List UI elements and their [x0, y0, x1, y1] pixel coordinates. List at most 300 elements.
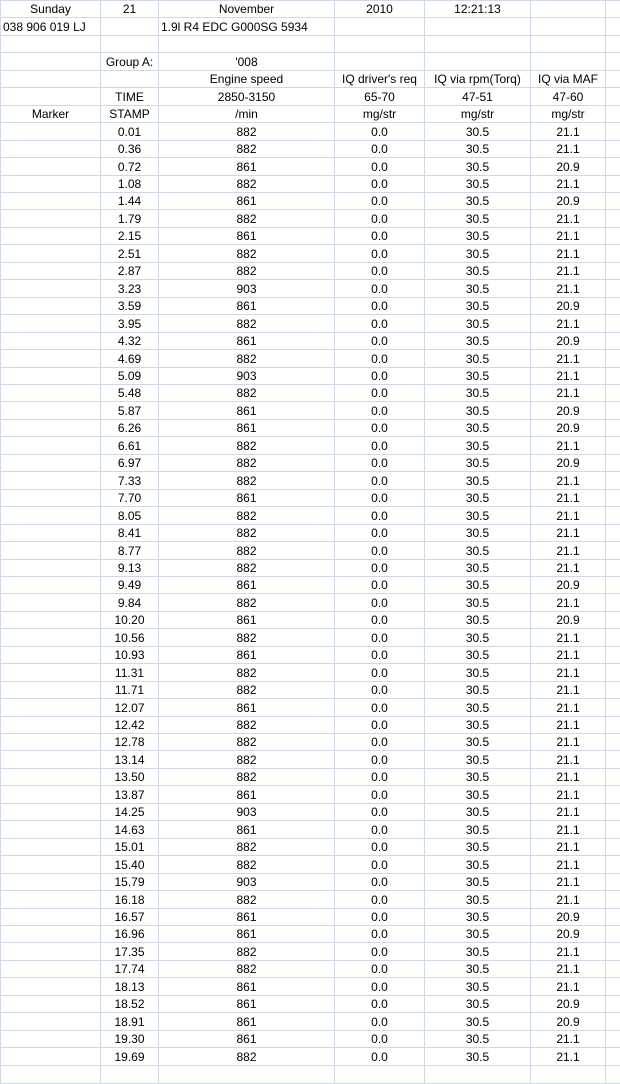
- iq-rpm-cell[interactable]: 30.5: [425, 210, 531, 227]
- engine-speed-cell[interactable]: 882: [159, 681, 335, 698]
- empty-cell[interactable]: [606, 53, 620, 70]
- engine-speed-cell[interactable]: 882: [159, 210, 335, 227]
- engine-speed-cell[interactable]: 861: [159, 419, 335, 436]
- iq-driver-req-cell[interactable]: 0.0: [335, 542, 425, 559]
- iq-maf-cell[interactable]: 20.9: [531, 297, 606, 314]
- marker-cell[interactable]: [1, 280, 101, 297]
- time-stamp-cell[interactable]: 9.49: [101, 576, 159, 593]
- engine-speed-cell[interactable]: 861: [159, 332, 335, 349]
- iq-rpm-cell[interactable]: 30.5: [425, 245, 531, 262]
- time-stamp-cell[interactable]: 6.97: [101, 454, 159, 471]
- empty-cell[interactable]: [606, 926, 620, 943]
- iq-rpm-cell[interactable]: 30.5: [425, 524, 531, 541]
- marker-cell[interactable]: [1, 454, 101, 471]
- empty-cell[interactable]: [606, 681, 620, 698]
- iq-rpm-cell[interactable]: 30.5: [425, 542, 531, 559]
- time-stamp-cell[interactable]: 18.13: [101, 978, 159, 995]
- empty-cell[interactable]: [606, 140, 620, 157]
- time-stamp-cell[interactable]: 14.63: [101, 821, 159, 838]
- engine-speed-cell[interactable]: 882: [159, 768, 335, 785]
- engine-speed-cell[interactable]: 861: [159, 978, 335, 995]
- time-label-cell[interactable]: TIME: [101, 88, 159, 105]
- empty-cell[interactable]: [606, 437, 620, 454]
- iq-maf-cell[interactable]: 21.1: [531, 437, 606, 454]
- engine-speed-spec[interactable]: 2850-3150: [159, 88, 335, 105]
- iq-maf-cell[interactable]: 21.1: [531, 489, 606, 506]
- iq-maf-unit[interactable]: mg/str: [531, 105, 606, 122]
- engine-speed-cell[interactable]: 861: [159, 402, 335, 419]
- marker-cell[interactable]: [1, 245, 101, 262]
- iq-driver-req-header[interactable]: IQ driver's req: [335, 70, 425, 87]
- iq-maf-cell[interactable]: 20.9: [531, 402, 606, 419]
- iq-maf-cell[interactable]: 21.1: [531, 734, 606, 751]
- iq-driver-req-cell[interactable]: 0.0: [335, 454, 425, 471]
- iq-rpm-cell[interactable]: 30.5: [425, 227, 531, 244]
- iq-maf-cell[interactable]: 21.1: [531, 1030, 606, 1047]
- iq-maf-cell[interactable]: 21.1: [531, 559, 606, 576]
- engine-speed-cell[interactable]: 882: [159, 507, 335, 524]
- engine-speed-cell[interactable]: 882: [159, 454, 335, 471]
- empty-cell[interactable]: [606, 210, 620, 227]
- time-stamp-cell[interactable]: 1.08: [101, 175, 159, 192]
- empty-cell[interactable]: [606, 786, 620, 803]
- marker-cell[interactable]: [1, 646, 101, 663]
- iq-driver-req-cell[interactable]: 0.0: [335, 995, 425, 1012]
- marker-cell[interactable]: [1, 489, 101, 506]
- iq-maf-cell[interactable]: 21.1: [531, 856, 606, 873]
- iq-driver-req-cell[interactable]: 0.0: [335, 1030, 425, 1047]
- marker-cell[interactable]: [1, 786, 101, 803]
- iq-maf-cell[interactable]: 21.1: [531, 978, 606, 995]
- time-stamp-cell[interactable]: 16.18: [101, 891, 159, 908]
- engine-speed-cell[interactable]: 861: [159, 995, 335, 1012]
- time-stamp-cell[interactable]: 9.13: [101, 559, 159, 576]
- engine-speed-cell[interactable]: 882: [159, 559, 335, 576]
- marker-cell[interactable]: [1, 908, 101, 925]
- marker-cell[interactable]: [1, 437, 101, 454]
- time-stamp-cell[interactable]: 17.74: [101, 960, 159, 977]
- empty-cell[interactable]: [606, 192, 620, 209]
- engine-speed-cell[interactable]: 903: [159, 280, 335, 297]
- time-stamp-cell[interactable]: 8.05: [101, 507, 159, 524]
- iq-maf-cell[interactable]: 20.9: [531, 908, 606, 925]
- iq-rpm-cell[interactable]: 30.5: [425, 140, 531, 157]
- iq-rpm-cell[interactable]: 30.5: [425, 978, 531, 995]
- marker-cell[interactable]: [1, 542, 101, 559]
- time-stamp-cell[interactable]: 3.59: [101, 297, 159, 314]
- time-stamp-cell[interactable]: 7.33: [101, 472, 159, 489]
- empty-cell[interactable]: [531, 1065, 606, 1083]
- iq-driver-req-cell[interactable]: 0.0: [335, 297, 425, 314]
- iq-maf-cell[interactable]: 20.9: [531, 1013, 606, 1030]
- marker-cell[interactable]: [1, 419, 101, 436]
- marker-cell[interactable]: [1, 227, 101, 244]
- time-stamp-cell[interactable]: 13.50: [101, 768, 159, 785]
- iq-maf-cell[interactable]: 21.1: [531, 542, 606, 559]
- empty-cell[interactable]: [606, 803, 620, 820]
- iq-driver-req-cell[interactable]: 0.0: [335, 559, 425, 576]
- marker-cell[interactable]: [1, 594, 101, 611]
- marker-cell[interactable]: [1, 856, 101, 873]
- iq-rpm-cell[interactable]: 30.5: [425, 856, 531, 873]
- empty-cell[interactable]: [606, 699, 620, 716]
- marker-cell[interactable]: [1, 1030, 101, 1047]
- iq-maf-cell[interactable]: 21.1: [531, 315, 606, 332]
- empty-cell[interactable]: [101, 1065, 159, 1083]
- time-stamp-cell[interactable]: 13.87: [101, 786, 159, 803]
- iq-rpm-cell[interactable]: 30.5: [425, 995, 531, 1012]
- iq-maf-cell[interactable]: 21.1: [531, 367, 606, 384]
- iq-rpm-cell[interactable]: 30.5: [425, 664, 531, 681]
- date-cell[interactable]: 21: [101, 1, 159, 18]
- iq-rpm-cell[interactable]: 30.5: [425, 158, 531, 175]
- iq-maf-cell[interactable]: 21.1: [531, 751, 606, 768]
- empty-cell[interactable]: [606, 891, 620, 908]
- iq-maf-header[interactable]: IQ via MAF: [531, 70, 606, 87]
- iq-driver-req-cell[interactable]: 0.0: [335, 419, 425, 436]
- empty-cell[interactable]: [425, 35, 531, 52]
- iq-maf-spec[interactable]: 47-60: [531, 88, 606, 105]
- engine-speed-cell[interactable]: 882: [159, 140, 335, 157]
- empty-cell[interactable]: [425, 53, 531, 70]
- time-stamp-cell[interactable]: 8.41: [101, 524, 159, 541]
- engine-speed-header[interactable]: Engine speed: [159, 70, 335, 87]
- time-stamp-cell[interactable]: 12.07: [101, 699, 159, 716]
- marker-cell[interactable]: [1, 978, 101, 995]
- iq-maf-cell[interactable]: 21.1: [531, 123, 606, 140]
- engine-speed-cell[interactable]: 882: [159, 245, 335, 262]
- iq-driver-req-cell[interactable]: 0.0: [335, 472, 425, 489]
- iq-driver-req-cell[interactable]: 0.0: [335, 926, 425, 943]
- time-stamp-cell[interactable]: 15.79: [101, 873, 159, 890]
- empty-cell[interactable]: [1, 35, 101, 52]
- empty-cell[interactable]: [335, 53, 425, 70]
- iq-driver-req-cell[interactable]: 0.0: [335, 873, 425, 890]
- engine-speed-cell[interactable]: 861: [159, 646, 335, 663]
- iq-driver-req-cell[interactable]: 0.0: [335, 402, 425, 419]
- empty-cell[interactable]: [101, 70, 159, 87]
- iq-maf-cell[interactable]: 20.9: [531, 192, 606, 209]
- empty-cell[interactable]: [606, 716, 620, 733]
- marker-cell[interactable]: [1, 611, 101, 628]
- empty-cell[interactable]: [335, 35, 425, 52]
- iq-maf-cell[interactable]: 20.9: [531, 926, 606, 943]
- engine-speed-unit[interactable]: /min: [159, 105, 335, 122]
- iq-rpm-cell[interactable]: 30.5: [425, 891, 531, 908]
- iq-driver-req-cell[interactable]: 0.0: [335, 192, 425, 209]
- iq-rpm-cell[interactable]: 30.5: [425, 280, 531, 297]
- time-stamp-cell[interactable]: 19.69: [101, 1048, 159, 1065]
- engine-speed-cell[interactable]: 861: [159, 576, 335, 593]
- engine-speed-cell[interactable]: 882: [159, 472, 335, 489]
- iq-rpm-cell[interactable]: 30.5: [425, 960, 531, 977]
- marker-cell[interactable]: [1, 350, 101, 367]
- iq-driver-req-cell[interactable]: 0.0: [335, 227, 425, 244]
- iq-driver-req-cell[interactable]: 0.0: [335, 123, 425, 140]
- iq-maf-cell[interactable]: 20.9: [531, 576, 606, 593]
- iq-driver-req-cell[interactable]: 0.0: [335, 350, 425, 367]
- empty-cell[interactable]: [606, 70, 620, 87]
- month-cell[interactable]: November: [159, 1, 335, 18]
- iq-maf-cell[interactable]: 21.1: [531, 716, 606, 733]
- part-number-cell[interactable]: 038 906 019 LJ: [1, 18, 101, 35]
- iq-rpm-cell[interactable]: 30.5: [425, 262, 531, 279]
- marker-cell[interactable]: [1, 873, 101, 890]
- day-cell[interactable]: Sunday: [1, 1, 101, 18]
- iq-maf-cell[interactable]: 21.1: [531, 786, 606, 803]
- iq-driver-req-cell[interactable]: 0.0: [335, 367, 425, 384]
- iq-maf-cell[interactable]: 21.1: [531, 472, 606, 489]
- time-stamp-cell[interactable]: 12.78: [101, 734, 159, 751]
- engine-speed-cell[interactable]: 882: [159, 891, 335, 908]
- empty-cell[interactable]: [606, 960, 620, 977]
- time-stamp-cell[interactable]: 16.57: [101, 908, 159, 925]
- iq-driver-req-cell[interactable]: 0.0: [335, 437, 425, 454]
- iq-driver-req-cell[interactable]: 0.0: [335, 524, 425, 541]
- iq-driver-req-cell[interactable]: 0.0: [335, 803, 425, 820]
- iq-maf-cell[interactable]: 21.1: [531, 210, 606, 227]
- marker-cell[interactable]: [1, 524, 101, 541]
- empty-cell[interactable]: [606, 664, 620, 681]
- empty-cell[interactable]: [606, 838, 620, 855]
- iq-maf-cell[interactable]: 21.1: [531, 838, 606, 855]
- empty-cell[interactable]: [1, 88, 101, 105]
- iq-maf-cell[interactable]: 20.9: [531, 611, 606, 628]
- group-value-cell[interactable]: '008: [159, 53, 335, 70]
- iq-rpm-cell[interactable]: 30.5: [425, 646, 531, 663]
- empty-cell[interactable]: [335, 18, 425, 35]
- marker-cell[interactable]: [1, 559, 101, 576]
- engine-speed-cell[interactable]: 882: [159, 123, 335, 140]
- year-cell[interactable]: 2010: [335, 1, 425, 18]
- time-stamp-cell[interactable]: 2.51: [101, 245, 159, 262]
- iq-rpm-header[interactable]: IQ via rpm(Torq): [425, 70, 531, 87]
- iq-driver-req-spec[interactable]: 65-70: [335, 88, 425, 105]
- time-stamp-cell[interactable]: 8.77: [101, 542, 159, 559]
- marker-cell[interactable]: [1, 297, 101, 314]
- iq-driver-req-cell[interactable]: 0.0: [335, 734, 425, 751]
- marker-cell[interactable]: [1, 315, 101, 332]
- time-stamp-cell[interactable]: 6.61: [101, 437, 159, 454]
- time-stamp-cell[interactable]: 16.96: [101, 926, 159, 943]
- iq-rpm-cell[interactable]: 30.5: [425, 175, 531, 192]
- engine-speed-cell[interactable]: 882: [159, 437, 335, 454]
- iq-rpm-cell[interactable]: 30.5: [425, 559, 531, 576]
- marker-cell[interactable]: [1, 384, 101, 401]
- iq-driver-req-unit[interactable]: mg/str: [335, 105, 425, 122]
- iq-maf-cell[interactable]: 21.1: [531, 262, 606, 279]
- time-stamp-cell[interactable]: 1.79: [101, 210, 159, 227]
- empty-cell[interactable]: [606, 245, 620, 262]
- iq-maf-cell[interactable]: 20.9: [531, 995, 606, 1012]
- iq-rpm-cell[interactable]: 30.5: [425, 699, 531, 716]
- iq-driver-req-cell[interactable]: 0.0: [335, 1048, 425, 1065]
- empty-cell[interactable]: [425, 1065, 531, 1083]
- iq-rpm-cell[interactable]: 30.5: [425, 873, 531, 890]
- time-stamp-cell[interactable]: 0.72: [101, 158, 159, 175]
- engine-speed-cell[interactable]: 882: [159, 262, 335, 279]
- marker-cell[interactable]: [1, 751, 101, 768]
- iq-maf-cell[interactable]: 21.1: [531, 524, 606, 541]
- iq-rpm-cell[interactable]: 30.5: [425, 402, 531, 419]
- empty-cell[interactable]: [606, 402, 620, 419]
- iq-driver-req-cell[interactable]: 0.0: [335, 838, 425, 855]
- iq-driver-req-cell[interactable]: 0.0: [335, 245, 425, 262]
- empty-cell[interactable]: [606, 1048, 620, 1065]
- empty-cell[interactable]: [159, 1065, 335, 1083]
- empty-cell[interactable]: [606, 489, 620, 506]
- time-stamp-cell[interactable]: 5.48: [101, 384, 159, 401]
- empty-cell[interactable]: [606, 384, 620, 401]
- iq-rpm-cell[interactable]: 30.5: [425, 472, 531, 489]
- iq-rpm-cell[interactable]: 30.5: [425, 908, 531, 925]
- engine-speed-cell[interactable]: 882: [159, 175, 335, 192]
- time-stamp-cell[interactable]: 12.42: [101, 716, 159, 733]
- engine-speed-cell[interactable]: 861: [159, 227, 335, 244]
- iq-rpm-cell[interactable]: 30.5: [425, 437, 531, 454]
- empty-cell[interactable]: [606, 751, 620, 768]
- group-label-cell[interactable]: Group A:: [101, 53, 159, 70]
- iq-rpm-cell[interactable]: 30.5: [425, 803, 531, 820]
- empty-cell[interactable]: [335, 1065, 425, 1083]
- marker-cell[interactable]: [1, 995, 101, 1012]
- empty-cell[interactable]: [606, 507, 620, 524]
- engine-speed-cell[interactable]: 861: [159, 1030, 335, 1047]
- iq-driver-req-cell[interactable]: 0.0: [335, 280, 425, 297]
- iq-maf-cell[interactable]: 21.1: [531, 664, 606, 681]
- iq-maf-cell[interactable]: 21.1: [531, 350, 606, 367]
- empty-cell[interactable]: [606, 821, 620, 838]
- iq-rpm-cell[interactable]: 30.5: [425, 489, 531, 506]
- iq-driver-req-cell[interactable]: 0.0: [335, 664, 425, 681]
- marker-cell[interactable]: [1, 123, 101, 140]
- iq-rpm-cell[interactable]: 30.5: [425, 629, 531, 646]
- time-stamp-cell[interactable]: 5.09: [101, 367, 159, 384]
- empty-cell[interactable]: [606, 350, 620, 367]
- marker-cell[interactable]: [1, 768, 101, 785]
- iq-maf-cell[interactable]: 21.1: [531, 960, 606, 977]
- engine-speed-cell[interactable]: 861: [159, 1013, 335, 1030]
- iq-rpm-cell[interactable]: 30.5: [425, 419, 531, 436]
- iq-driver-req-cell[interactable]: 0.0: [335, 856, 425, 873]
- marker-cell[interactable]: [1, 472, 101, 489]
- iq-maf-cell[interactable]: 20.9: [531, 158, 606, 175]
- empty-cell[interactable]: [606, 646, 620, 663]
- iq-rpm-cell[interactable]: 30.5: [425, 821, 531, 838]
- engine-speed-cell[interactable]: 903: [159, 367, 335, 384]
- time-stamp-cell[interactable]: 11.71: [101, 681, 159, 698]
- marker-cell[interactable]: [1, 716, 101, 733]
- iq-maf-cell[interactable]: 21.1: [531, 943, 606, 960]
- time-stamp-cell[interactable]: 19.30: [101, 1030, 159, 1047]
- time-stamp-cell[interactable]: 10.20: [101, 611, 159, 628]
- iq-rpm-cell[interactable]: 30.5: [425, 576, 531, 593]
- engine-speed-cell[interactable]: 882: [159, 1048, 335, 1065]
- empty-cell[interactable]: [1, 1065, 101, 1083]
- iq-maf-cell[interactable]: 20.9: [531, 454, 606, 471]
- marker-cell[interactable]: [1, 402, 101, 419]
- iq-driver-req-cell[interactable]: 0.0: [335, 594, 425, 611]
- iq-rpm-cell[interactable]: 30.5: [425, 681, 531, 698]
- iq-driver-req-cell[interactable]: 0.0: [335, 978, 425, 995]
- iq-driver-req-cell[interactable]: 0.0: [335, 489, 425, 506]
- iq-driver-req-cell[interactable]: 0.0: [335, 384, 425, 401]
- empty-cell[interactable]: [606, 123, 620, 140]
- marker-cell[interactable]: [1, 681, 101, 698]
- iq-rpm-cell[interactable]: 30.5: [425, 297, 531, 314]
- iq-maf-cell[interactable]: 21.1: [531, 681, 606, 698]
- marker-cell[interactable]: [1, 664, 101, 681]
- iq-rpm-cell[interactable]: 30.5: [425, 1048, 531, 1065]
- time-stamp-cell[interactable]: 10.56: [101, 629, 159, 646]
- empty-cell[interactable]: [606, 524, 620, 541]
- marker-cell[interactable]: [1, 821, 101, 838]
- empty-cell[interactable]: [606, 629, 620, 646]
- time-stamp-cell[interactable]: 9.84: [101, 594, 159, 611]
- iq-rpm-cell[interactable]: 30.5: [425, 768, 531, 785]
- empty-cell[interactable]: [606, 594, 620, 611]
- marker-cell[interactable]: [1, 838, 101, 855]
- iq-rpm-cell[interactable]: 30.5: [425, 367, 531, 384]
- marker-cell[interactable]: [1, 1013, 101, 1030]
- empty-cell[interactable]: [606, 1013, 620, 1030]
- iq-rpm-cell[interactable]: 30.5: [425, 507, 531, 524]
- engine-speed-cell[interactable]: 882: [159, 943, 335, 960]
- iq-rpm-unit[interactable]: mg/str: [425, 105, 531, 122]
- marker-cell[interactable]: [1, 891, 101, 908]
- engine-speed-cell[interactable]: 882: [159, 960, 335, 977]
- iq-maf-cell[interactable]: 21.1: [531, 873, 606, 890]
- engine-speed-cell[interactable]: 882: [159, 664, 335, 681]
- engine-speed-cell[interactable]: 882: [159, 315, 335, 332]
- engine-speed-cell[interactable]: 903: [159, 803, 335, 820]
- marker-cell[interactable]: [1, 699, 101, 716]
- time-stamp-cell[interactable]: 3.95: [101, 315, 159, 332]
- iq-driver-req-cell[interactable]: 0.0: [335, 751, 425, 768]
- iq-rpm-cell[interactable]: 30.5: [425, 943, 531, 960]
- empty-cell[interactable]: [606, 332, 620, 349]
- marker-cell[interactable]: [1, 960, 101, 977]
- iq-rpm-cell[interactable]: 30.5: [425, 123, 531, 140]
- engine-speed-cell[interactable]: 882: [159, 594, 335, 611]
- marker-cell[interactable]: [1, 367, 101, 384]
- time-stamp-cell[interactable]: 18.91: [101, 1013, 159, 1030]
- marker-cell[interactable]: [1, 507, 101, 524]
- empty-cell[interactable]: [159, 35, 335, 52]
- iq-maf-cell[interactable]: 21.1: [531, 384, 606, 401]
- time-stamp-cell[interactable]: 14.25: [101, 803, 159, 820]
- empty-cell[interactable]: [101, 35, 159, 52]
- marker-cell[interactable]: [1, 943, 101, 960]
- empty-cell[interactable]: [606, 559, 620, 576]
- iq-driver-req-cell[interactable]: 0.0: [335, 960, 425, 977]
- engine-speed-cell[interactable]: 882: [159, 838, 335, 855]
- iq-rpm-cell[interactable]: 30.5: [425, 1013, 531, 1030]
- time-stamp-cell[interactable]: 17.35: [101, 943, 159, 960]
- iq-driver-req-cell[interactable]: 0.0: [335, 611, 425, 628]
- time-stamp-cell[interactable]: 15.01: [101, 838, 159, 855]
- iq-maf-cell[interactable]: 21.1: [531, 821, 606, 838]
- engine-speed-cell[interactable]: 882: [159, 716, 335, 733]
- empty-cell[interactable]: [606, 768, 620, 785]
- time-stamp-cell[interactable]: 11.31: [101, 664, 159, 681]
- empty-cell[interactable]: [606, 88, 620, 105]
- empty-cell[interactable]: [425, 18, 531, 35]
- iq-maf-cell[interactable]: 20.9: [531, 332, 606, 349]
- iq-rpm-cell[interactable]: 30.5: [425, 734, 531, 751]
- engine-speed-cell[interactable]: 903: [159, 873, 335, 890]
- iq-driver-req-cell[interactable]: 0.0: [335, 821, 425, 838]
